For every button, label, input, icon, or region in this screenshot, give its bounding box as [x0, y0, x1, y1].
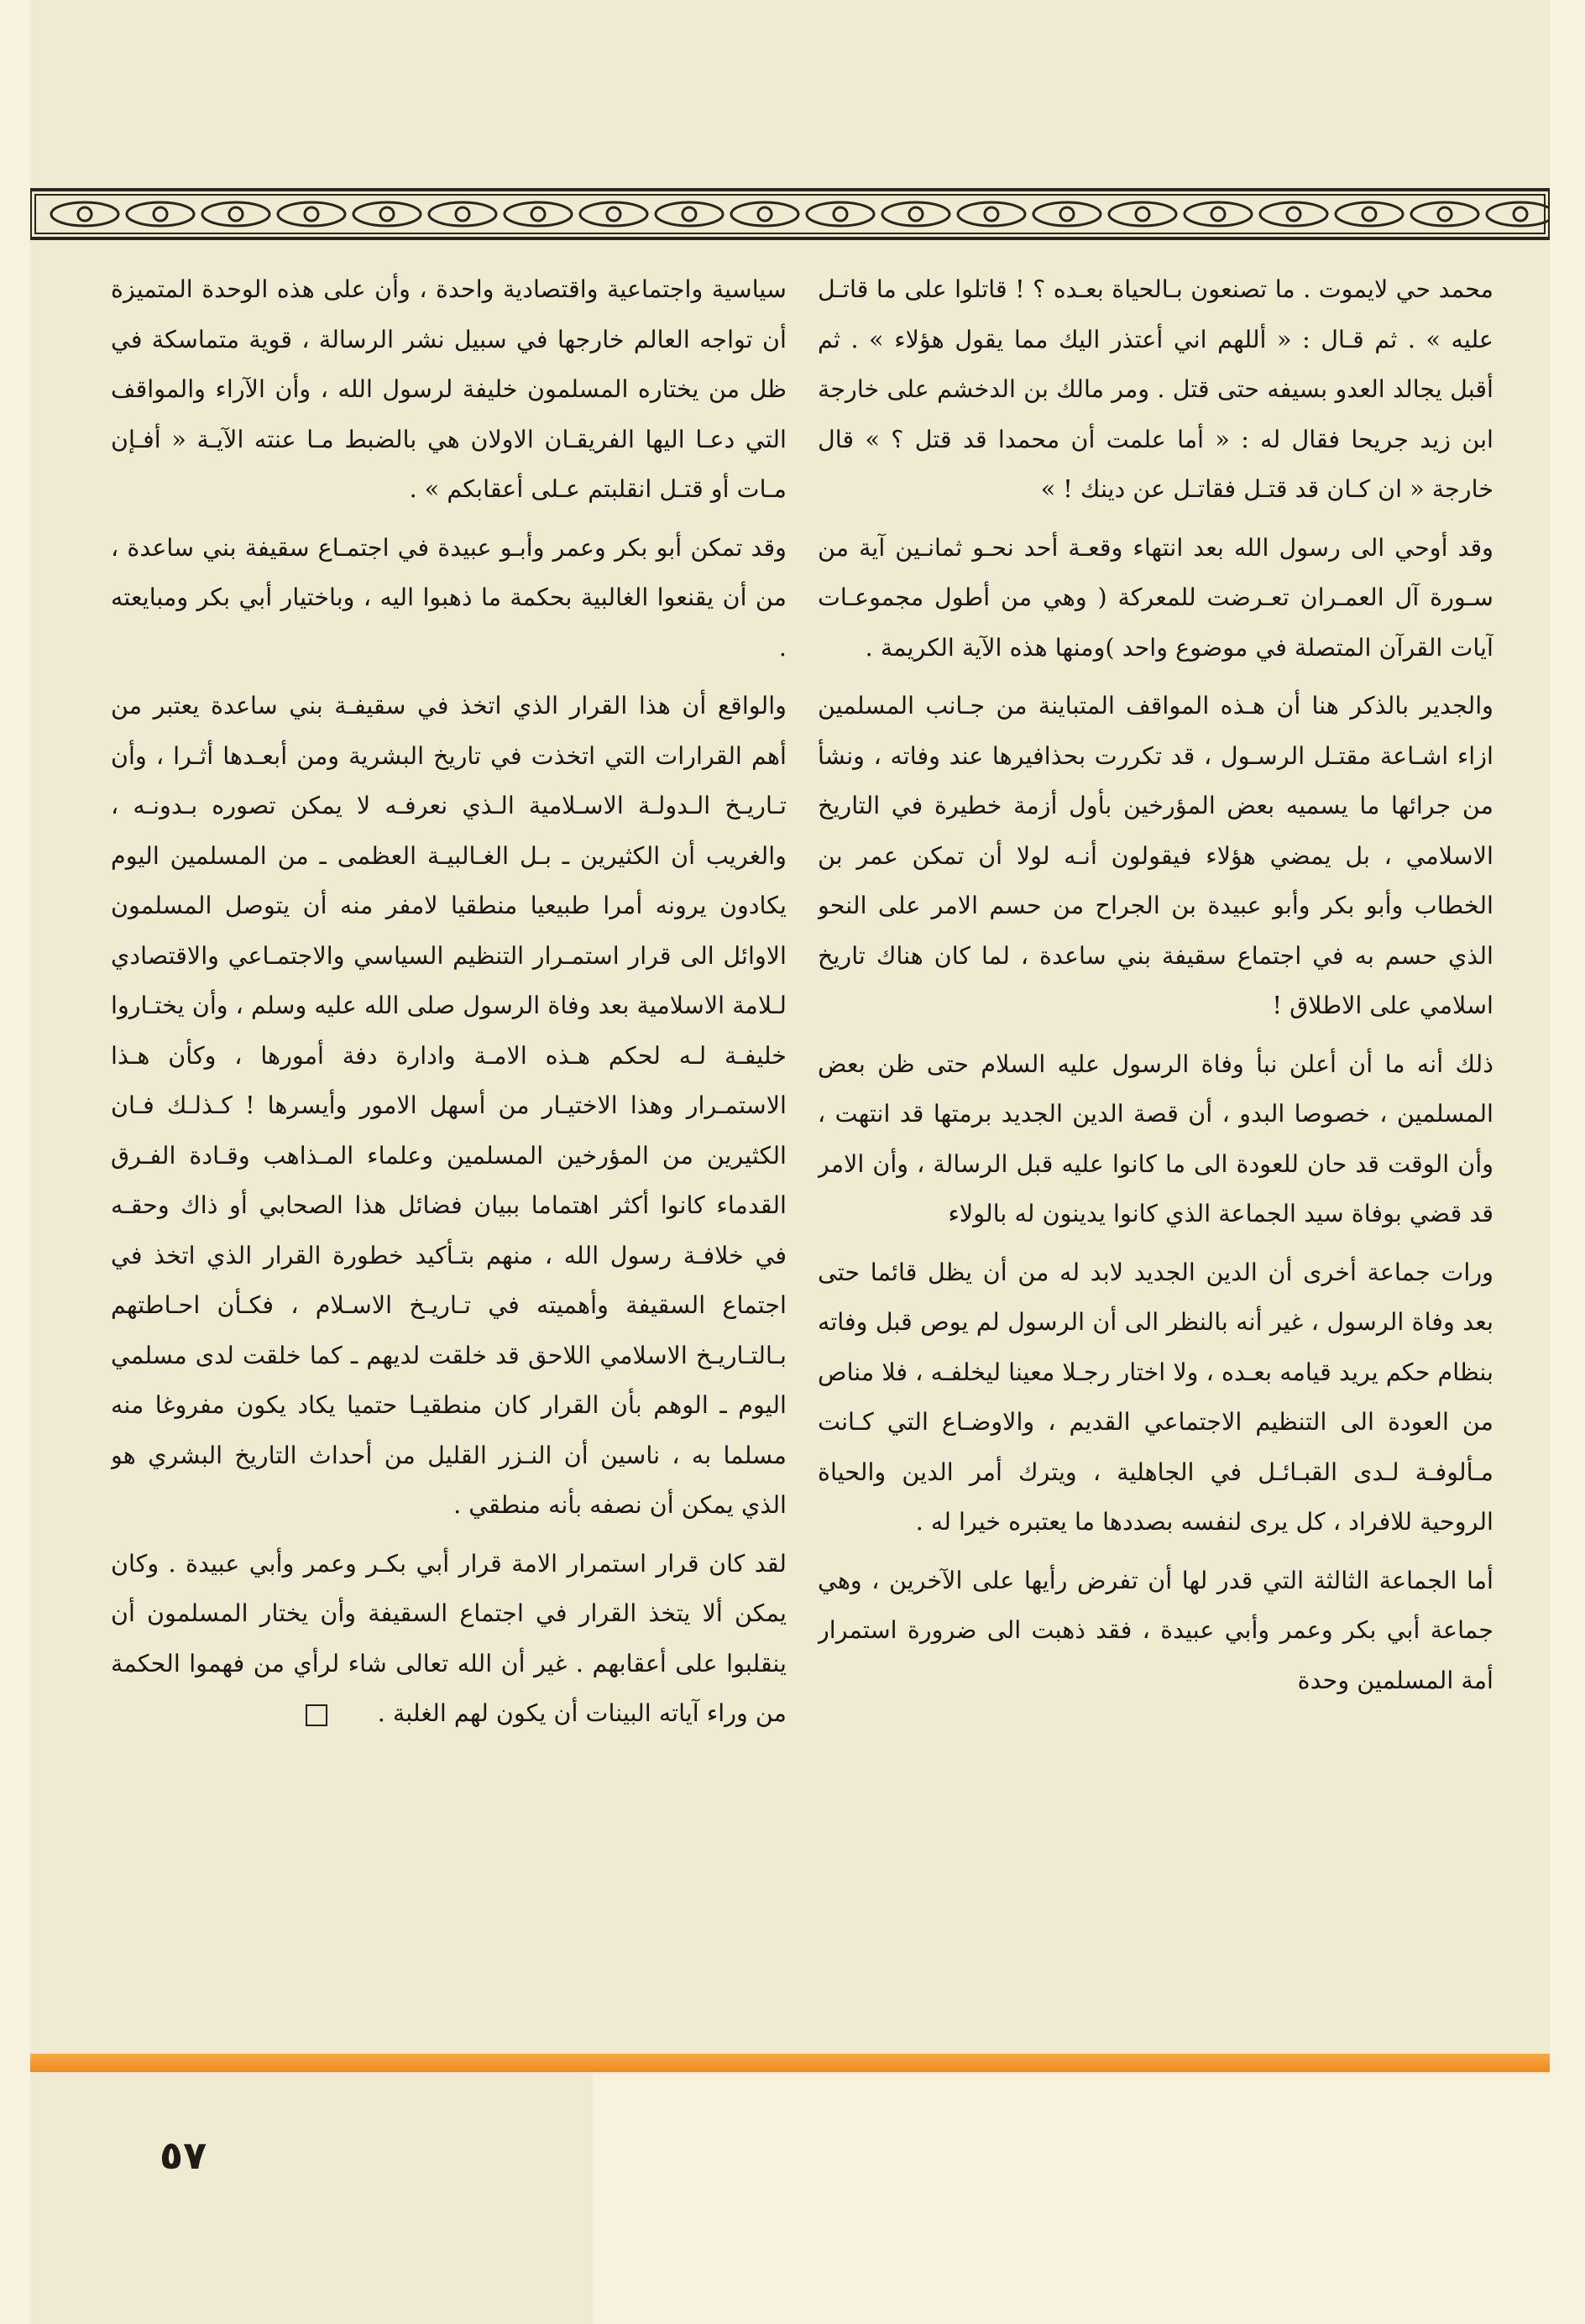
chain-knot	[1287, 207, 1300, 221]
chain-knot	[758, 207, 772, 221]
end-of-article-square-icon	[306, 1704, 327, 1726]
orange-divider-bar	[30, 2054, 1550, 2072]
chain-knot	[834, 207, 847, 221]
chain-knot	[985, 207, 998, 221]
chain-link	[127, 202, 194, 226]
chain-link	[278, 202, 345, 226]
chain-link	[807, 202, 874, 226]
paragraph: وقد تمكن أبو بكر وعمر وأبـو عبيدة في اجتمـاع سقيفة بني ساعدة ، من أن يقنعوا الغالبية بحكمة ما ذهبوا اليه ، وباختيار أبي بكر ومبايعته .	[111, 532, 787, 662]
paragraph: محمد حي لايموت . ما تصنعون بـالحياة بعـده ؟ ! قاتلوا على ما قاتـل عليه » . ثم قـال : « أللهم اني أعتذر اليك مما يقول هؤلاء » . ثم أقبل يجالد العدو بسيفه حتى قتل . ومر مالك بن الدخشم على خارجة ابن زيد جريحا فقال له : « أما علمت أن محمدا قد قتل ؟ » قال خارجة « ان كـان قد قتـل فقاتـل عن دينك ! »	[818, 275, 1493, 503]
chain-link	[505, 202, 572, 226]
text-column-right	[818, 264, 1493, 2011]
chain-link	[656, 202, 723, 226]
chain-knot	[1211, 207, 1225, 221]
chain-link	[429, 202, 496, 226]
chain-knot	[1136, 207, 1149, 221]
chain-link	[1260, 202, 1327, 226]
chain-knot	[78, 207, 92, 221]
chain-knot	[456, 207, 469, 221]
paragraph: ورات جماعة أخرى أن الدين الجديد لابد له من أن يظل قائما حتى بعد وفاة الرسول ، غير أنه بالنظر الى أن الرسول لم يوص قبل وفاته بنظام حكم يريد قيامه بعـده ، ولا اختار رجـلا معينا ليخلفـه ، فلا مناص من العودة الى التنظيم الاجتماعي القديم ، والاوضـاع التي كـانت مـألوفـة لـدى القبـائـل في الجاهلية ، ويترك أمر الدين والحياة الروحية للافراد ، كل يرى لنفسه بصددها ما يعتبره خيرا له .	[818, 1257, 1493, 1536]
chain-knot	[531, 207, 545, 221]
page-number: ٥٧	[160, 2133, 207, 2178]
paragraph: وقد أوحي الى رسول الله بعد انتهاء وقعـة أحد نحـو ثمانـين آية من سـورة آل العمـران تعـرضت للمعركة ( وهي من أطول مجموعـات آيات القرآن المتصلة في موضوع واحد )ومنها هذه الآية الكريمة .	[818, 532, 1493, 662]
text-column-left	[111, 264, 787, 2011]
chain-knot	[229, 207, 243, 221]
paragraph-with-end-mark	[111, 1539, 787, 1739]
chain-link	[1033, 202, 1101, 226]
chain-knot	[1438, 207, 1452, 221]
chain-knot	[683, 207, 696, 221]
chain-link	[1487, 202, 1550, 226]
decorative-chain-border	[30, 186, 1550, 242]
chain-knot	[380, 207, 394, 221]
chain-link	[1185, 202, 1252, 226]
chain-link	[202, 202, 269, 226]
bottom-margin-strip	[30, 2072, 593, 2324]
chain-link	[882, 202, 949, 226]
chain-knot	[909, 207, 923, 221]
chain-knot	[607, 207, 620, 221]
chain-link	[580, 202, 647, 226]
paragraph: سياسية واجتماعية واقتصادية واحدة ، وأن على هذه الوحدة المتميزة أن تواجه العالم خارجها في سبيل نشر الرسالة ، قوية متماسكة في ظل من يختاره المسلمون خليفة لرسول الله ، وأن الآراء والمواقف التي دعـا اليها الفريقـان الاولان هي بالضبط مـا عنته الآيـة « أفـإن مـات أو قتـل انقلبتم عـلى أعقابكم » .	[111, 275, 787, 503]
chain-link	[51, 202, 118, 226]
chain-link	[731, 202, 798, 226]
paragraph-text: لقد كان قرار استمرار الامة قرار أبي بكـر وعمر وأبي عبيدة . وكان يمكن ألا يتخذ القرار في اجتماع السقيفة وأن يختار المسلمون أن ينقلبوا على أعقابهم . غير أن الله تعالى شاء لرأي من فهموا الحكمة من وراء آياته البينات أن يكون لهم الغلبة .	[111, 1548, 787, 1727]
chain-knot	[1060, 207, 1074, 221]
chain-knot	[1514, 207, 1527, 221]
chain-link	[958, 202, 1025, 226]
paragraph: ذلك أنه ما أن أعلن نبأ وفاة الرسول عليه السلام حتى ظن بعض المسلمين ، خصوصا البدو ، أن قصة الدين الجديد برمتها قد انتهت ، وأن الوقت قد حان للعودة الى ما كانوا عليه قبل الرسالة ، وأن الامر قد قضي بوفاة سيد الجماعة الذي كانوا يدينون له بالولاء	[818, 1049, 1493, 1227]
chain-knot	[305, 207, 318, 221]
chain-link	[1109, 202, 1176, 226]
chain-link	[1411, 202, 1478, 226]
paragraph: والواقع أن هذا القرار الذي اتخذ في سقيفـة بني ساعدة يعتبر من أهم القرارات التي اتخذت في تاريخ البشرية ومن أبعـدها أثـرا ، وأن تـاريـخ الـدولـة الاسـلامية الـذي نعرفـه لا يمكن تصوره بـدونـه ، والغريب أن الكثيرين ـ بـل الغـالبيـة العظمى ـ من المسلمين اليوم يكادون يرونه أمرا طبيعيا منطقيا لامفر منه أن يتوصل المسلمون الاوائل الى قرار استمـرار التنظيم السياسي والاجتمـاعي والاقتصادي لـلامة الاسلامية بعد وفاة الرسول صلى الله عليه وسلم ، وأن يختـاروا خليفـة لـه لحكم هـذه الامـة وادارة دفة أمورها ، وكأن هـذا الاستمـرار وهذا الاختيـار من أسهل الامور وأيسرها ! كـذلـك فـان الكثيرين من المؤرخين المسلمين وعلماء المـذاهب وقـادة الفـرق القدماء كانوا أكثر اهتماما ببيان فضائل هذا الصحابي أو ذاك وحقـه في خلافـة رسول الله ، منهم بتـأكيد خطورة القرار الذي اتخذ في اجتماع السقيفة وأهميته في تـاريـخ الاسـلام ، فكـأن احـاطتهم بـالتـاريـخ الاسلامي اللاحق قد خلقت لديهم ـ كما خلقت لدى مسلمي اليوم ـ الوهم بأن القرار كان منطقيـا حتميا يكاد يكون مفروغا منه مسلما به ، ناسين أن النـزر القليل من أحداث التاريخ البشري هو الذي يمكن أن نصفه بأنه منطقي .	[111, 691, 787, 1519]
chain-knot	[1363, 207, 1376, 221]
chain-link	[353, 202, 421, 226]
chain-link	[1336, 202, 1403, 226]
paragraph: والجدير بالذكر هنا أن هـذه المواقف المتباينة من جـانب المسلمين ازاء اشـاعة مقتـل الرسـول ، قد تكررت بحذافيرها عند وفاته ، ونشأ من جرائها ما يسميه بعض المؤرخين بأول أزمة خطيرة في التاريخ الاسلامي ، بل يمضي هؤلاء فيقولون أنـه لولا أن تمكن عمر بن الخطاب وأبو بكر وأبو عبيدة بن الجراح من حسم الامر على النحو الذي حسم به في اجتماع سقيفة بني ساعدة ، لما كان هناك تاريخ اسلامي على الاطلاق !	[818, 691, 1493, 1019]
paragraph: أما الجماعة الثالثة التي قدر لها أن تفرض رأيها على الآخرين ، وهي جماعة أبي بكر وعمر وأبي عبيدة ، فقد ذهبت الى ضرورة استمرار أمة المسلمين وحدة	[818, 1565, 1493, 1694]
chain-knot	[154, 207, 167, 221]
